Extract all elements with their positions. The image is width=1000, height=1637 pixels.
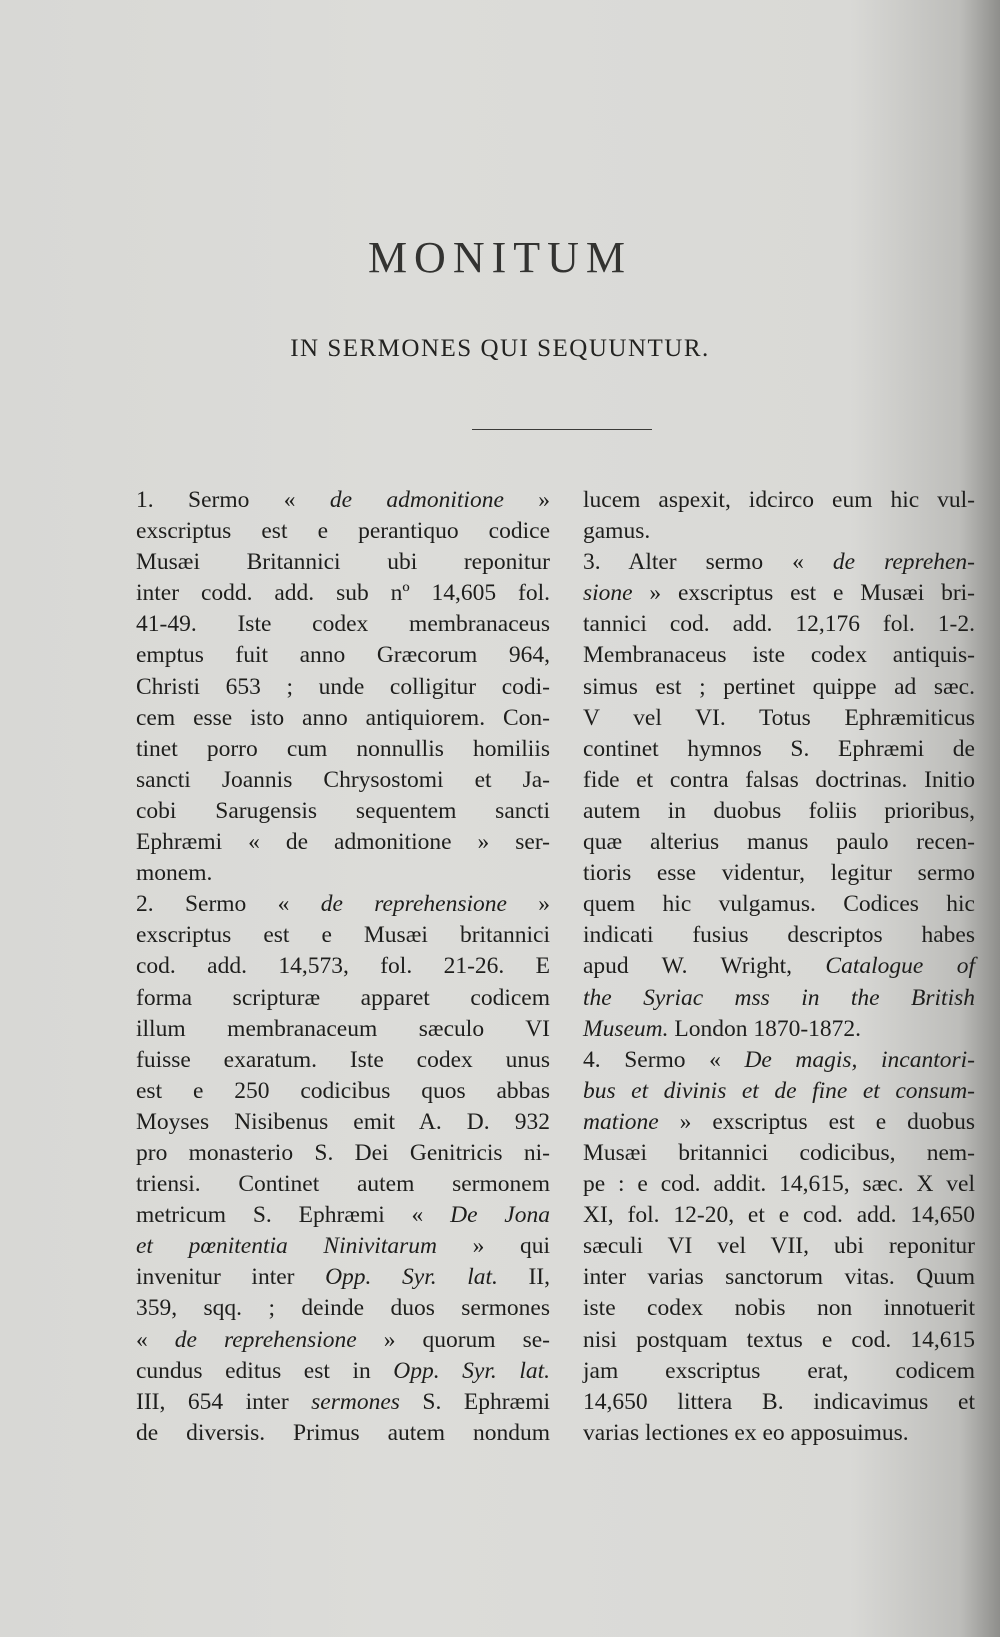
text-line <box>583 983 975 1014</box>
text-segment: metricum S. Ephræmi « <box>136 1202 451 1229</box>
text-segment: gamus. <box>583 518 651 545</box>
text-segment: 14,650 littera B. indicavimus et <box>583 1388 975 1415</box>
italic-text: bus et divinis et de fine et consum- <box>583 1077 975 1104</box>
text-segment: II, <box>497 1264 550 1291</box>
text-line <box>136 1045 550 1076</box>
text-segment: jam exscriptus erat, codicem <box>583 1357 975 1384</box>
italic-text: Opp. Syr. lat. <box>393 1357 550 1384</box>
text-line <box>136 703 550 734</box>
italic-text: De Jona <box>450 1202 550 1229</box>
text-segment: 359, sqq. ; deinde duos sermones <box>136 1295 550 1322</box>
text-segment: monem. <box>136 860 213 887</box>
text-segment: varias lectiones ex eo apposuimus. <box>583 1419 909 1446</box>
text-segment: Membranaceus iste codex antiquis- <box>583 642 975 669</box>
italic-text: de admonitione <box>329 487 504 513</box>
text-line <box>583 796 975 827</box>
text-line <box>583 485 975 516</box>
text-line <box>583 734 975 765</box>
text-line <box>136 1014 550 1045</box>
text-segment: inter varias sanctorum vitas. Quum <box>583 1264 975 1291</box>
text-segment: » qui <box>437 1233 550 1260</box>
text-segment: Moyses Nisibenus emit A. D. 932 <box>136 1108 550 1135</box>
text-segment: autem in duobus foliis prioribus, <box>583 797 975 824</box>
text-line <box>583 672 975 703</box>
text-segment: V vel VI. Totus Ephræmiticus <box>583 704 975 731</box>
text-line <box>136 951 550 982</box>
text-line <box>583 609 975 640</box>
text-line <box>136 765 550 796</box>
text-segment: sæculi VI vel VII, ubi reponitur <box>583 1233 975 1260</box>
text-line <box>136 796 550 827</box>
text-segment: exscriptus est e Musæi britannici <box>136 922 550 949</box>
text-segment: » <box>503 487 551 513</box>
text-line <box>136 609 550 640</box>
text-line <box>583 858 975 889</box>
text-column-right <box>583 485 975 1449</box>
text-line <box>136 983 550 1014</box>
text-line <box>136 889 550 920</box>
text-line <box>136 1169 550 1200</box>
text-line <box>136 1325 550 1356</box>
text-segment: 3. Alter sermo « <box>583 549 833 576</box>
text-segment: tinet porro cum nonnullis homiliis <box>136 735 550 762</box>
text-segment: 4. Sermo « <box>583 1046 745 1073</box>
text-segment: » exscriptus est e duobus <box>658 1108 975 1135</box>
text-line <box>136 858 550 889</box>
text-line <box>136 827 550 858</box>
text-segment: S. Ephræmi <box>399 1388 551 1415</box>
text-segment: cod. add. 14,573, fol. 21-26. E <box>136 953 550 980</box>
text-line <box>583 547 975 578</box>
italic-text: Museum. <box>583 1015 669 1042</box>
text-line <box>583 827 975 858</box>
text-segment: forma scripturæ apparet codicem <box>136 984 550 1011</box>
text-line <box>583 1387 975 1418</box>
text-segment: » <box>506 891 550 918</box>
italic-text: De magis, incantori- <box>744 1046 975 1073</box>
text-line <box>583 765 975 796</box>
text-line <box>136 1356 550 1387</box>
text-line <box>136 920 550 951</box>
text-segment: lucem aspexit, idcirco eum hic vul- <box>583 487 975 513</box>
text-line <box>583 1138 975 1169</box>
italic-text: Opp. Syr. lat. <box>325 1264 498 1291</box>
text-segment: 2. Sermo « <box>136 891 321 918</box>
text-segment: quæ alterius manus paulo recen- <box>583 829 975 856</box>
text-line <box>136 578 550 609</box>
text-segment: London 1870-1872. <box>668 1015 862 1042</box>
text-line <box>583 920 975 951</box>
text-segment: de diversis. Primus autem nondum <box>136 1419 550 1446</box>
text-line <box>136 1387 550 1418</box>
text-line <box>583 640 975 671</box>
text-segment: tioris esse videntur, legitur sermo <box>583 860 975 887</box>
italic-text: de reprehensione <box>320 891 507 918</box>
text-line <box>583 1200 975 1231</box>
text-segment: Ephræmi « de admonitione » ser- <box>136 829 550 856</box>
text-line <box>583 1325 975 1356</box>
text-line <box>136 1262 550 1293</box>
title-divider <box>472 429 652 430</box>
text-line <box>583 516 975 547</box>
text-line <box>136 640 550 671</box>
text-line <box>136 1107 550 1138</box>
text-segment: inter codd. add. sub nº 14,605 fol. <box>136 580 550 607</box>
italic-text: the Syriac mss in the British <box>583 984 975 1011</box>
text-line <box>136 547 550 578</box>
text-line <box>136 1231 550 1262</box>
text-segment: tannici cod. add. 12,176 fol. 1-2. <box>583 611 975 638</box>
text-line <box>583 1293 975 1324</box>
page-title: MONITUM <box>367 233 633 282</box>
text-line <box>583 703 975 734</box>
text-segment: Musæi Britannici ubi reponitur <box>136 549 550 576</box>
text-segment: pro monasterio S. Dei Genitricis ni- <box>136 1139 550 1166</box>
text-segment: simus est ; pertinet quippe ad sæc. <box>583 673 975 700</box>
text-segment: fuisse exaratum. Iste codex unus <box>136 1046 550 1073</box>
italic-text: et pœnitentia Ninivitarum <box>136 1233 437 1260</box>
text-line <box>136 1138 550 1169</box>
text-segment: Christi 653 ; unde colligitur codi- <box>136 673 550 700</box>
text-column-left <box>136 485 550 1449</box>
text-segment: iste codex nobis non innotuerit <box>583 1295 975 1322</box>
text-line <box>136 1200 550 1231</box>
italic-text: de reprehen- <box>832 549 976 576</box>
text-line <box>136 1418 550 1449</box>
text-line <box>136 516 550 547</box>
text-segment: pe : e cod. addit. 14,615, sæc. X vel <box>583 1171 975 1198</box>
text-line <box>583 889 975 920</box>
text-line <box>583 951 975 982</box>
text-line <box>583 1231 975 1262</box>
italic-text: sermones <box>311 1388 400 1415</box>
text-segment: indicati fusius descriptos habes <box>583 922 975 949</box>
text-segment: est e 250 codicibus quos abbas <box>136 1077 550 1104</box>
text-line <box>136 485 550 516</box>
text-segment: Musæi britannici codicibus, nem- <box>583 1139 975 1166</box>
text-line <box>583 1014 975 1045</box>
text-segment: exscriptus est e perantiquo codice <box>136 518 550 545</box>
text-line <box>136 672 550 703</box>
text-segment: invenitur inter <box>136 1264 326 1291</box>
text-line <box>136 734 550 765</box>
text-segment: fide et contra falsas doctrinas. Initio <box>583 766 975 793</box>
text-segment: quem hic vulgamus. Codices hic <box>583 891 975 918</box>
text-segment: 1. Sermo « <box>136 487 330 513</box>
text-segment: illum membranaceum sæculo VI <box>136 1015 550 1042</box>
text-segment: cobi Sarugensis sequentem sancti <box>136 797 550 824</box>
text-segment: nisi postquam textus e cod. 14,615 <box>583 1326 975 1353</box>
text-line <box>583 578 975 609</box>
text-segment: continet hymnos S. Ephræmi de <box>583 735 975 762</box>
italic-text: de reprehensione <box>174 1326 357 1353</box>
text-line <box>583 1076 975 1107</box>
italic-text: sione <box>583 580 633 607</box>
page-subtitle: IN SERMONES QUI SEQUUNTUR. <box>290 335 710 362</box>
text-segment: « <box>136 1326 175 1353</box>
text-segment: triensi. Continet autem sermonem <box>136 1171 550 1198</box>
text-line <box>583 1418 975 1449</box>
text-segment: » exscriptus est e Musæi bri- <box>632 580 975 607</box>
text-segment: cundus editus est in <box>136 1357 394 1384</box>
text-line <box>583 1169 975 1200</box>
italic-text: Catalogue of <box>825 953 975 980</box>
text-line <box>583 1262 975 1293</box>
text-line <box>136 1076 550 1107</box>
text-line <box>583 1356 975 1387</box>
text-segment: XI, fol. 12-20, et e cod. add. 14,650 <box>583 1202 975 1229</box>
text-segment: cem esse isto anno antiquiorem. Con- <box>136 704 550 731</box>
text-segment: 41-49. Iste codex membranaceus <box>136 611 550 638</box>
text-line <box>583 1045 975 1076</box>
text-segment: III, 654 inter <box>136 1388 312 1415</box>
text-line <box>583 1107 975 1138</box>
text-segment: apud W. Wright, <box>583 953 826 980</box>
text-segment: emptus fuit anno Græcorum 964, <box>136 642 550 669</box>
text-segment: sancti Joannis Chrysostomi et Ja- <box>136 766 550 793</box>
italic-text: matione <box>583 1108 659 1135</box>
text-line <box>136 1293 550 1324</box>
text-segment: » quorum se- <box>356 1326 551 1353</box>
